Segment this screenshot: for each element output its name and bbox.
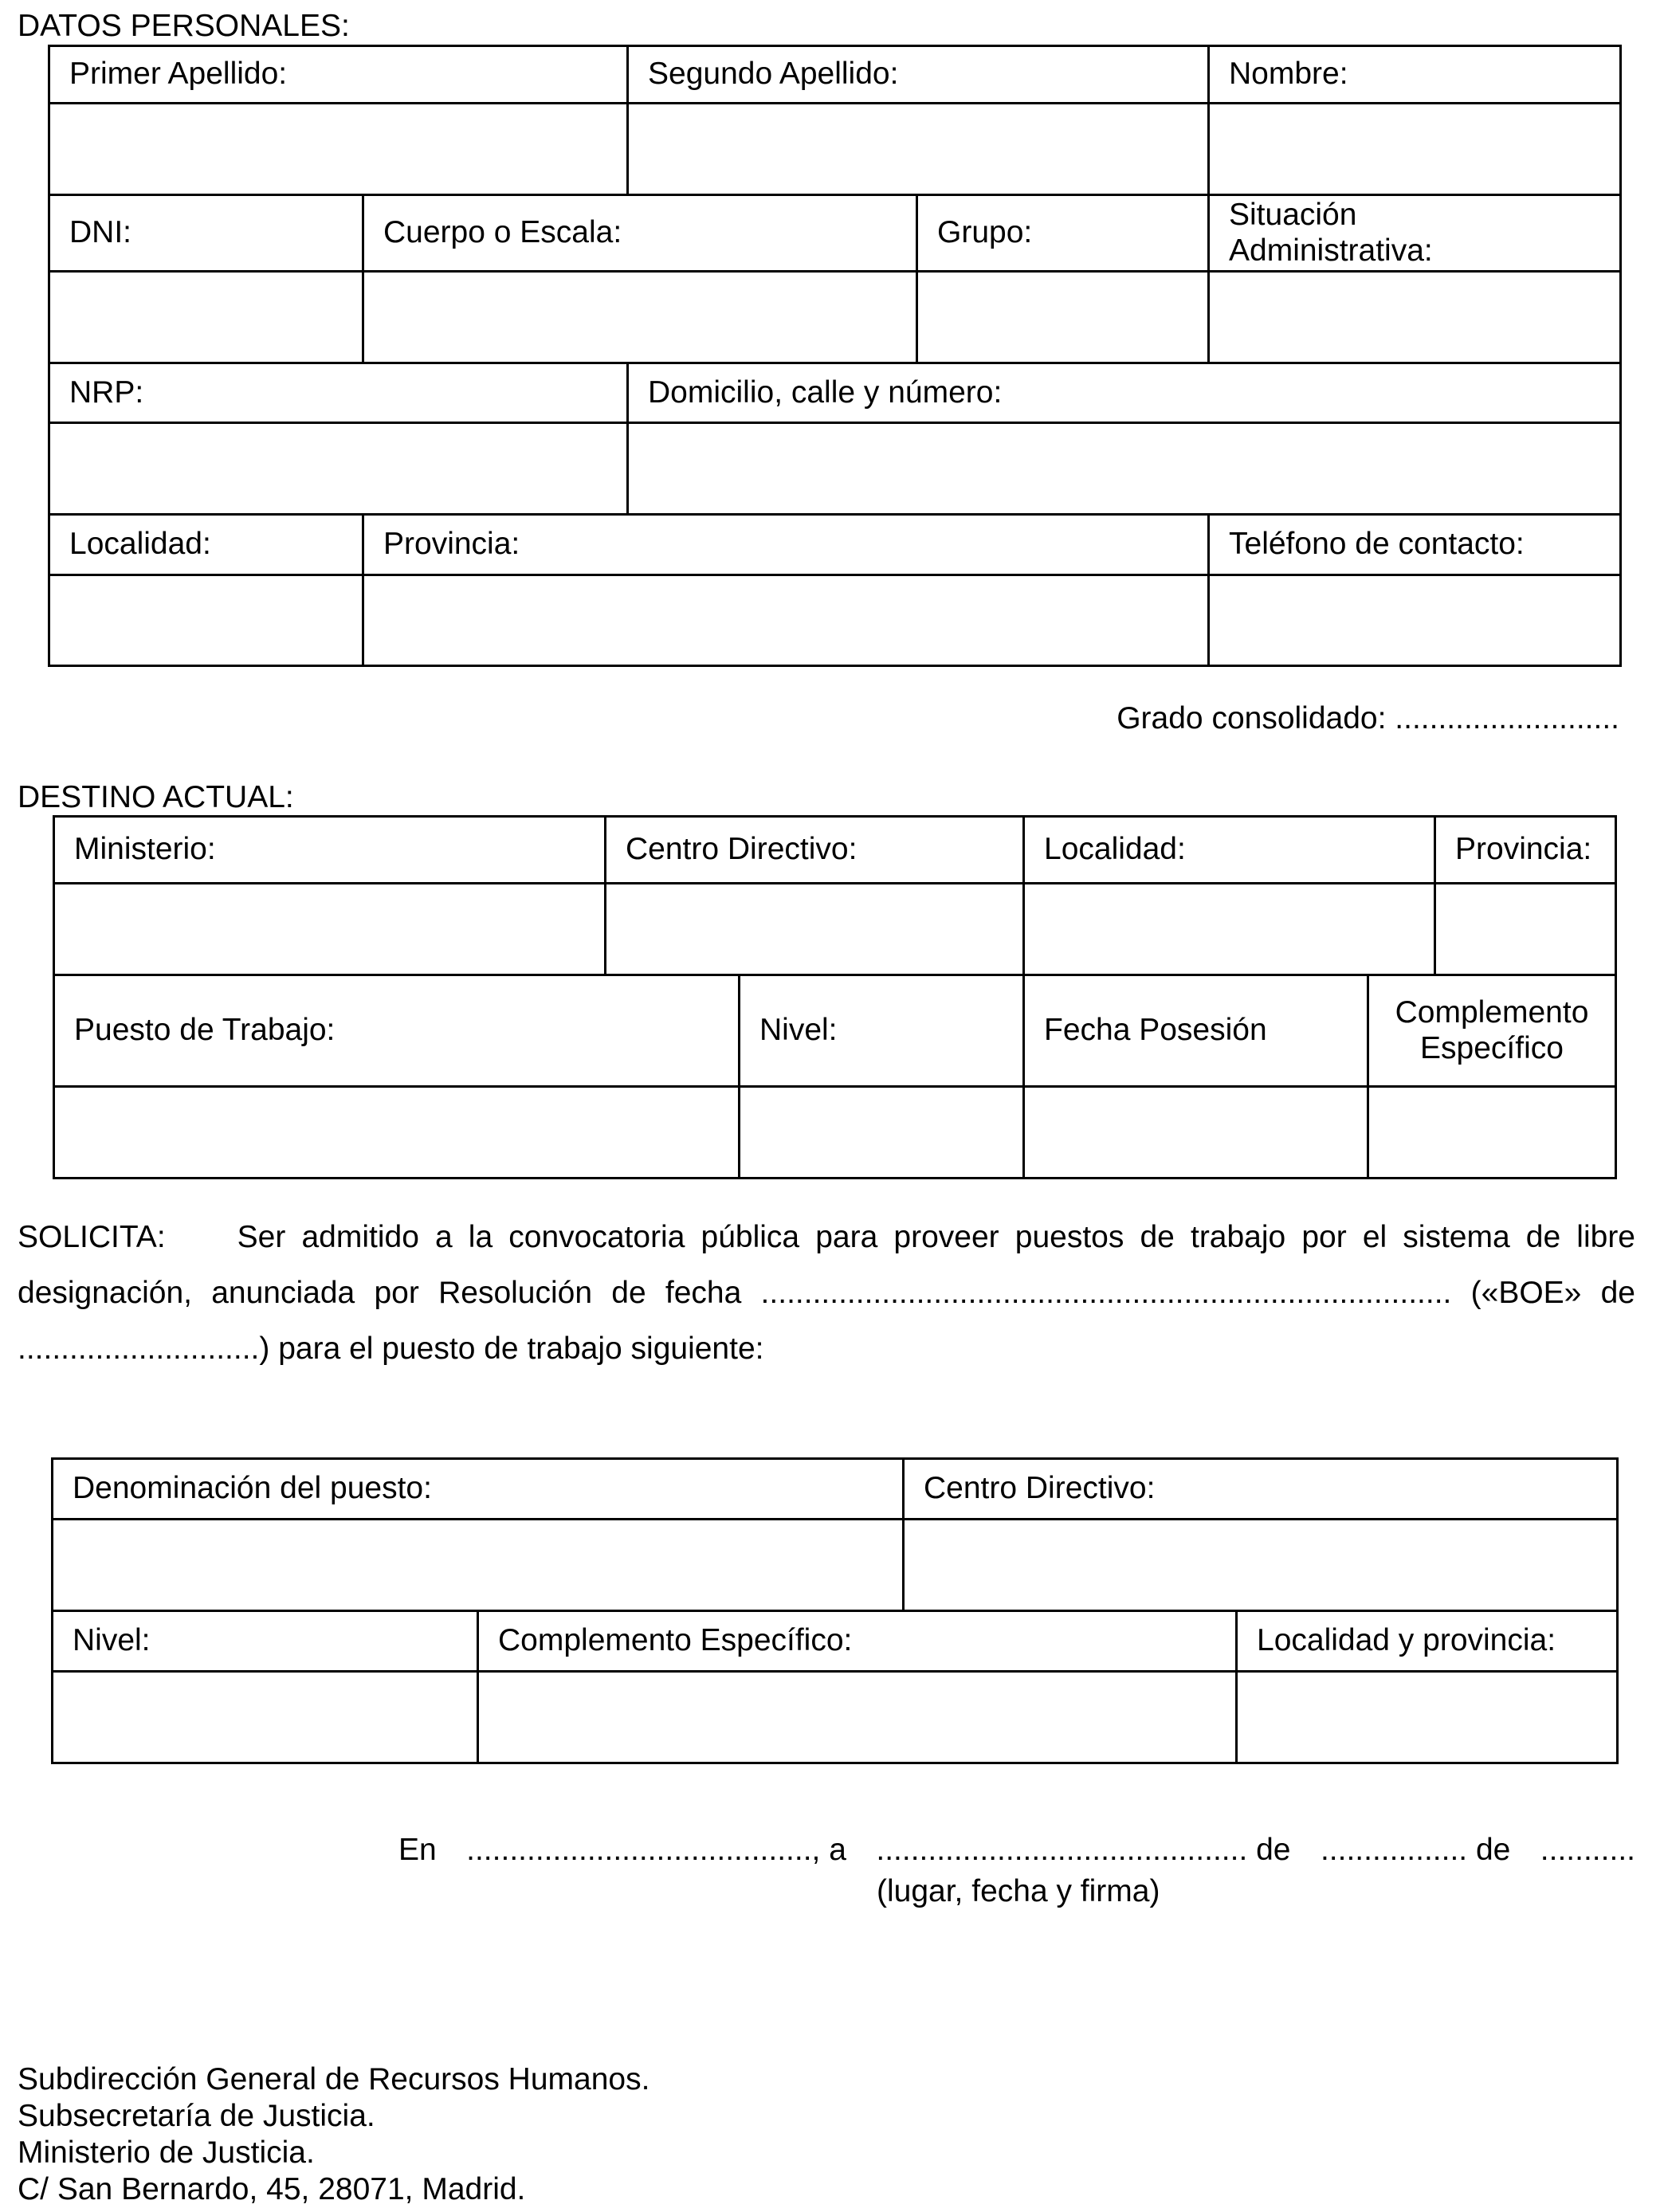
- complemento-label-line2: Específico: [1420, 1030, 1564, 1065]
- datos-personales-heading: DATOS PERSONALES:: [18, 9, 350, 43]
- cuerpo-escala-label: Cuerpo o Escala:: [363, 195, 917, 272]
- centro-directivo-label: Centro Directivo:: [606, 817, 1024, 884]
- centro-directivo-solicitado-label: Centro Directivo:: [904, 1459, 1618, 1520]
- firma-lugar: ........................................, a: [466, 1833, 846, 1867]
- address-line-1: Subdirección General de Recursos Humanos.: [18, 2062, 650, 2096]
- puesto-trabajo-label: Puesto de Trabajo:: [54, 975, 740, 1087]
- localidad-actual-field[interactable]: [1024, 884, 1435, 975]
- fecha-posesion-label: Fecha Posesión: [1024, 975, 1368, 1087]
- solicita-paragraph: [18, 1210, 1635, 1377]
- puesto-solicitado-table: [51, 1457, 1619, 1764]
- cuerpo-escala-field[interactable]: [363, 272, 917, 363]
- complemento-label-line1: Complemento: [1395, 994, 1589, 1030]
- centro-directivo-solicitado-field[interactable]: [904, 1520, 1618, 1611]
- firma-en: En: [398, 1833, 437, 1867]
- destino-actual-table: [53, 815, 1617, 1179]
- localidad-field[interactable]: [49, 575, 363, 666]
- nrp-label: NRP:: [49, 363, 628, 423]
- situacion-label-line1: Situación: [1229, 197, 1357, 232]
- nivel-actual-label: Nivel:: [740, 975, 1024, 1087]
- centro-directivo-field[interactable]: [606, 884, 1024, 975]
- complemento-especifico-label: [1368, 975, 1616, 1087]
- firma-caption: (lugar, fecha y firma): [877, 1874, 1160, 1908]
- fecha-posesion-field[interactable]: [1024, 1087, 1368, 1179]
- telefono-label: Teléfono de contacto:: [1209, 515, 1621, 575]
- address-line-4: C/ San Bernardo, 45, 28071, Madrid.: [18, 2172, 526, 2206]
- firma-fecha: ........................................... de: [876, 1833, 1291, 1867]
- segundo-apellido-label: Segundo Apellido:: [628, 46, 1209, 104]
- domicilio-field[interactable]: [628, 423, 1621, 515]
- telefono-field[interactable]: [1209, 575, 1621, 666]
- firma-anio: ...........: [1540, 1833, 1635, 1867]
- address-block: [18, 2061, 650, 2208]
- nivel-solicitado-label: Nivel:: [53, 1611, 478, 1672]
- grupo-label: Grupo:: [917, 195, 1209, 272]
- complemento-especifico-field[interactable]: [1368, 1087, 1616, 1179]
- primer-apellido-field[interactable]: [49, 104, 628, 195]
- provincia-field[interactable]: [363, 575, 1209, 666]
- solicita-text: Ser admitido a la convocatoria pública para proveer puestos de trabajo por el sistema de libre designación, anunciada por Resolución de fecha ................................................................................ («BOE» de ............................) para el puesto de trabajo siguiente:: [18, 1220, 1635, 1366]
- grado-consolidado: Grado consolidado: ..........................: [1117, 701, 1619, 735]
- provincia-actual-field[interactable]: [1435, 884, 1616, 975]
- datos-personales-table: [48, 45, 1622, 667]
- grupo-field[interactable]: [917, 272, 1209, 363]
- situacion-label-line2: Administrativa:: [1229, 233, 1433, 268]
- localidad-provincia-label: Localidad y provincia:: [1237, 1611, 1618, 1672]
- destino-actual-heading: DESTINO ACTUAL:: [18, 780, 294, 814]
- nombre-field[interactable]: [1209, 104, 1621, 195]
- localidad-label: Localidad:: [49, 515, 363, 575]
- primer-apellido-label: Primer Apellido:: [49, 46, 628, 104]
- provincia-actual-label: Provincia:: [1435, 817, 1616, 884]
- complemento-solicitado-label: Complemento Específico:: [478, 1611, 1237, 1672]
- nombre-label: Nombre:: [1209, 46, 1621, 104]
- nivel-actual-field[interactable]: [740, 1087, 1024, 1179]
- address-line-3: Ministerio de Justicia.: [18, 2136, 315, 2170]
- nivel-solicitado-field[interactable]: [53, 1672, 478, 1763]
- firma-mes: ................. de: [1320, 1833, 1511, 1867]
- dni-label: DNI:: [49, 195, 363, 272]
- segundo-apellido-field[interactable]: [628, 104, 1209, 195]
- denominacion-puesto-label: Denominación del puesto:: [53, 1459, 904, 1520]
- situacion-administrativa-label: [1209, 195, 1621, 272]
- address-line-2: Subsecretaría de Justicia.: [18, 2099, 375, 2133]
- solicita-label: SOLICITA:: [18, 1220, 166, 1254]
- nrp-field[interactable]: [49, 423, 628, 515]
- localidad-actual-label: Localidad:: [1024, 817, 1435, 884]
- domicilio-label: Domicilio, calle y número:: [628, 363, 1621, 423]
- situacion-administrativa-field[interactable]: [1209, 272, 1621, 363]
- complemento-solicitado-field[interactable]: [478, 1672, 1237, 1763]
- puesto-trabajo-field[interactable]: [54, 1087, 740, 1179]
- provincia-label: Provincia:: [363, 515, 1209, 575]
- localidad-provincia-field[interactable]: [1237, 1672, 1618, 1763]
- firma-line: [398, 1833, 1635, 1868]
- ministerio-field[interactable]: [54, 884, 606, 975]
- dni-field[interactable]: [49, 272, 363, 363]
- denominacion-puesto-field[interactable]: [53, 1520, 904, 1611]
- ministerio-label: Ministerio:: [54, 817, 606, 884]
